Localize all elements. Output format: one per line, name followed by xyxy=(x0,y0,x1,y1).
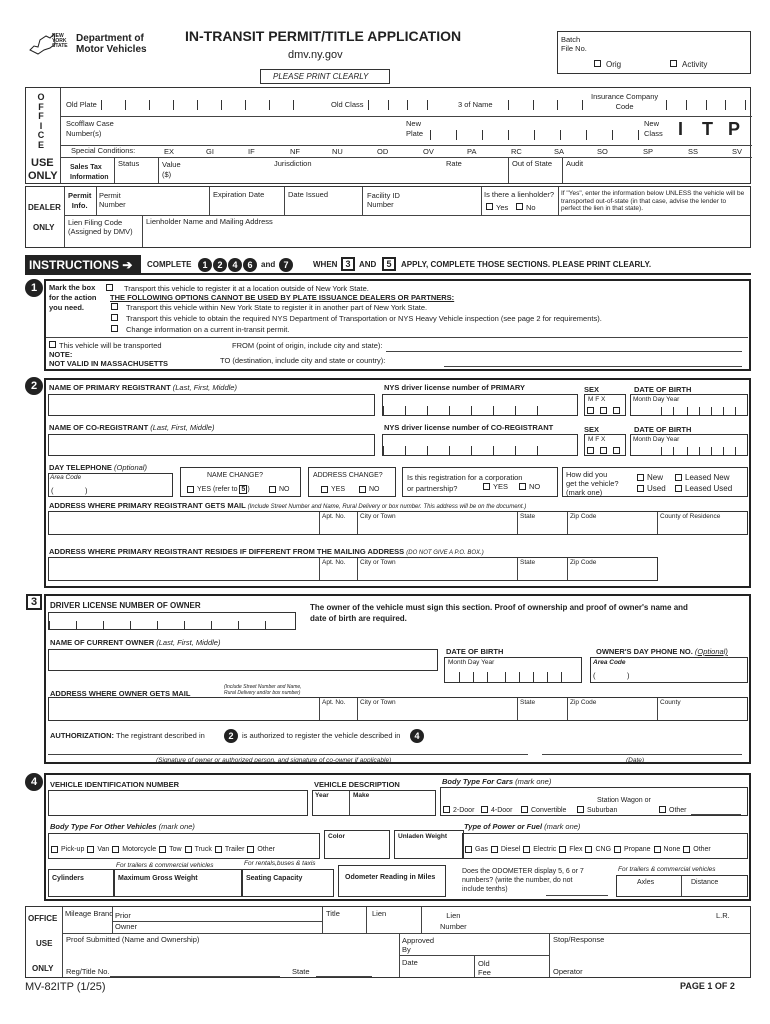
tow-checkbox[interactable] xyxy=(159,846,166,853)
convertible-checkbox[interactable] xyxy=(521,806,528,813)
max-weight-field[interactable]: Maximum Gross Weight xyxy=(114,869,242,897)
odometer-question: Does the ODOMETER display 5, 6 or 7 numbers? (write the number, do not include tenths) xyxy=(462,868,584,893)
itp-p: P xyxy=(728,119,741,139)
co-sex-f-checkbox[interactable] xyxy=(600,447,607,454)
addr-change-no-checkbox[interactable] xyxy=(359,486,366,493)
out-state-label: Out of State xyxy=(512,159,553,168)
got-used-label: Used xyxy=(647,484,666,493)
leased-new-checkbox[interactable] xyxy=(675,474,682,481)
batch-box xyxy=(557,31,751,74)
co-sex-m-checkbox[interactable] xyxy=(587,447,594,454)
page-title: IN-TRANSIT PERMIT/TITLE APPLICATION xyxy=(185,28,462,44)
option3-label: Transport this vehicle to obtain the required NYS Department of Transportation or NYS Heavy Vehicle inspection (see page 2 for requirements). xyxy=(126,314,602,323)
co-name-field[interactable] xyxy=(48,434,375,456)
instr-and: and xyxy=(261,260,276,269)
cur-owner-field[interactable] xyxy=(48,649,438,671)
none-checkbox[interactable] xyxy=(654,846,661,853)
seating-field[interactable]: Seating Capacity xyxy=(242,869,334,897)
option4-checkbox[interactable] xyxy=(111,325,118,332)
year-label: Year xyxy=(315,792,329,799)
cond-nu: NU xyxy=(332,147,343,156)
got-new-label: New xyxy=(647,473,664,482)
office-vertical: O F F I C E xyxy=(37,92,45,150)
lien-no-label: No xyxy=(526,203,536,212)
suburban-label: Suburban xyxy=(587,807,618,814)
vin-label: VEHICLE IDENTIFICATION NUMBER xyxy=(50,780,180,789)
instr-complete: COMPLETE xyxy=(147,260,192,269)
audit-label: Audit xyxy=(566,159,584,168)
motorcycle-checkbox[interactable] xyxy=(112,846,119,853)
convertible-label: Convertible xyxy=(531,807,567,814)
section-3-number: 3 xyxy=(26,594,42,610)
instructions-title: INSTRUCTIONS ➔ xyxy=(25,255,141,275)
new-plate-label: New Plate xyxy=(406,119,424,138)
sex-box: M F X xyxy=(584,394,626,416)
fuel-box xyxy=(462,833,748,859)
co-dob-label: DATE OF BIRTH xyxy=(634,425,692,434)
axles-distance-box[interactable]: Axles Distance xyxy=(616,875,748,897)
primary-label: NAME OF PRIMARY REGISTRANT (Last, First, Middle) xyxy=(49,383,237,392)
fuel-options: Gas Diesel Electric Flex CNG Propane None Other xyxy=(465,846,711,853)
two-door-label: 2-Door xyxy=(453,807,475,814)
fuel-other-checkbox[interactable] xyxy=(683,846,690,853)
use-label: USE xyxy=(31,157,54,169)
car-other-label: Other xyxy=(669,807,687,814)
transported-label: This vehicle will be transported xyxy=(59,341,162,350)
auth-text2: is authorized to register the vehicle described in xyxy=(242,731,401,740)
owner-signature-field[interactable] xyxy=(48,754,528,755)
option2-checkbox[interactable] xyxy=(111,303,118,310)
flex-checkbox[interactable] xyxy=(559,846,566,853)
section-2 xyxy=(44,378,751,588)
got-used-checkbox[interactable] xyxy=(637,485,644,492)
title-label: Title xyxy=(326,909,340,918)
mark-box-label: Mark the box for the action you need. xyxy=(49,283,97,312)
date-issued-label: Date Issued xyxy=(288,190,329,199)
instr-circle-2: 2 xyxy=(213,258,227,272)
vin-field[interactable] xyxy=(48,790,308,816)
body-other-label: Body Type For Other Vehicles (mark one) xyxy=(50,822,195,831)
cond-ex: EX xyxy=(164,147,175,156)
for-trailers-label-2: For trailers & commercial vehicles xyxy=(618,866,716,873)
instr-apply: APPLY, COMPLETE THOSE SECTIONS. PLEASE PRINT CLEARLY. xyxy=(401,260,652,269)
office-use-bottom xyxy=(25,906,751,978)
odometer-field[interactable]: Odometer Reading in Miles xyxy=(338,865,446,897)
instr-circle-6: 6 xyxy=(243,258,257,272)
print-clearly-box xyxy=(260,69,390,84)
form-number: MV-82ITP (1/25) xyxy=(25,981,106,993)
status-label: Status xyxy=(118,159,140,168)
operator-label: Operator xyxy=(553,967,583,976)
instr-and2: AND xyxy=(359,260,377,269)
lien-code-label: Lien Filing Code (Assigned by DMV) xyxy=(68,218,133,236)
reg-title-label: Reg/Title No. xyxy=(66,967,110,976)
stop-label: Stop/Response xyxy=(553,935,605,944)
cond-rc: RC xyxy=(511,147,522,156)
body-cars-box xyxy=(440,787,748,816)
addr-owner-label: ADDRESS WHERE OWNER GETS MAIL xyxy=(50,689,191,698)
cond-sa: SA xyxy=(554,147,565,156)
name-change-box: NAME CHANGE? YES (refer to 5 ) NO xyxy=(180,467,301,497)
name-change-no-label: NO xyxy=(279,486,290,493)
propane-checkbox[interactable] xyxy=(614,846,621,853)
for-rentals-label: For rentals,buses & taxis xyxy=(244,860,316,867)
print-clearly: PLEASE PRINT CLEARLY xyxy=(273,72,369,81)
lien-no-checkbox[interactable] xyxy=(516,203,523,210)
body-other-options: Pick-up Van Motorcycle Tow Truck Trailer Other xyxy=(51,846,275,853)
from-field[interactable] xyxy=(386,351,742,352)
old-plate-field[interactable] xyxy=(101,100,321,110)
nys-primary-field[interactable] xyxy=(382,394,578,416)
three-name-label: 3 of Name xyxy=(458,100,493,109)
batch-label: Batch File No. xyxy=(561,35,587,53)
section-3 xyxy=(44,594,751,764)
only-label: ONLY xyxy=(28,170,58,182)
day-tel-field[interactable]: Area Code ( ) xyxy=(48,473,173,497)
corp-yes-label: YES xyxy=(493,482,509,491)
addr-mail-field[interactable]: Apt. No. City or Town State Zip Code County of Residence xyxy=(48,511,748,535)
name-change-no-checkbox[interactable] xyxy=(269,486,276,493)
office-use-top xyxy=(25,87,751,184)
address-change-box: ADDRESS CHANGE? YES NO xyxy=(308,467,396,497)
veh-desc-box[interactable] xyxy=(312,790,436,816)
owner-sign-text: The owner of the vehicle must sign this section. Proof of ownership and proof of owner's name and date of birth are required. xyxy=(310,603,688,623)
cng-checkbox[interactable] xyxy=(585,846,592,853)
corp-yes-checkbox[interactable] xyxy=(483,483,490,490)
ny-state-text: NEW YORK STATE xyxy=(52,33,68,49)
owner-dob-label: DATE OF BIRTH xyxy=(446,647,504,656)
lien-note: If "Yes", enter the information below UNLESS the vehicle will be transported out-of-state (in that case, advise the lender to perfect the lien in that state). xyxy=(561,190,745,212)
station-wagon-label: Station Wagon or xyxy=(597,797,651,804)
co-sex-box: M F X xyxy=(584,434,626,456)
use-bottom-label: USE xyxy=(36,939,53,948)
color-field[interactable]: Color xyxy=(324,830,390,859)
facility-label: Facility ID Number xyxy=(367,191,400,209)
cond-if: IF xyxy=(248,147,255,156)
cylinders-field[interactable]: Cylinders xyxy=(48,869,114,897)
permit-info-label: Permit Info. xyxy=(68,191,92,210)
body-other-box xyxy=(48,833,320,859)
instr-square-3: 3 xyxy=(341,257,355,271)
orig-label: Orig xyxy=(606,60,622,69)
old-class-field[interactable] xyxy=(368,100,428,110)
options-header: THE FOLLOWING OPTIONS CANNOT BE USED BY PLATE ISSUANCE DEALERS OR PARTNERS: xyxy=(110,293,455,302)
co-label: NAME OF CO-REGISTRANT (Last, First, Middle) xyxy=(49,423,215,432)
dob-label: DATE OF BIRTH xyxy=(634,385,692,394)
lien-name-label: Lienholder Name and Mailing Address xyxy=(146,217,273,226)
lien-label: Lien xyxy=(372,909,387,918)
office-bottom-label: OFFICE xyxy=(28,914,58,923)
instr-square-5: 5 xyxy=(382,257,396,271)
instr-when: WHEN xyxy=(313,260,338,269)
website[interactable]: dmv.ny.gov xyxy=(288,49,343,61)
unladen-field[interactable]: Unladen Weight xyxy=(394,830,464,859)
authorization-line: AUTHORIZATION: The registrant described in xyxy=(50,731,205,740)
addr-change-yes-label: YES xyxy=(331,486,346,493)
pickup-checkbox[interactable] xyxy=(51,846,58,853)
addr-res-field[interactable]: Apt. No. City or Town State Zip Code xyxy=(48,557,658,581)
addr-mail-label: ADDRESS WHERE PRIMARY REGISTRANT GETS MAIL (Include Street Number and Name, Rural Delivery or box number. This address will be on the document.) xyxy=(49,501,527,510)
signature-date-field[interactable] xyxy=(542,754,742,755)
sex-f-checkbox[interactable] xyxy=(600,407,607,414)
sex-label: SEX xyxy=(584,385,600,394)
rate-label: Rate xyxy=(446,159,462,168)
lr-label: L.R. xyxy=(716,911,730,920)
cond-nf: NF xyxy=(290,147,300,156)
signature-caption: (Signature of owner or authorized person, and signature of co-owner if applicable) xyxy=(156,757,392,764)
nys-co-field[interactable] xyxy=(382,434,578,456)
section-1 xyxy=(44,279,751,371)
lien-yes-checkbox[interactable] xyxy=(486,203,493,210)
section-4 xyxy=(44,773,751,901)
itp-t: T xyxy=(702,119,713,139)
exp-date-label: Expiration Date xyxy=(213,190,265,199)
state-bottom-label: State xyxy=(292,967,310,976)
cond-ss: SS xyxy=(688,147,699,156)
jurisdiction-label: Jurisdiction xyxy=(274,159,312,168)
sales-tax-label: Sales Tax Information xyxy=(70,164,109,181)
other-veh-checkbox[interactable] xyxy=(247,846,254,853)
date-bottom-label: Date xyxy=(402,958,418,967)
four-door-checkbox[interactable] xyxy=(481,806,488,813)
cond-sv: SV xyxy=(732,147,743,156)
from-label: FROM (point of origin, include city and state): xyxy=(232,341,383,350)
trailer-checkbox[interactable] xyxy=(215,846,222,853)
three-name-field[interactable] xyxy=(508,100,583,110)
day-tel-label: DAY TELEPHONE (Optional) xyxy=(49,463,147,472)
instr-circle-7: 7 xyxy=(279,258,293,272)
two-door-checkbox[interactable] xyxy=(443,806,450,813)
name-change-yes-label: YES (refer to xyxy=(197,486,238,493)
activity-label: Activity xyxy=(682,60,708,69)
dl-owner-field[interactable] xyxy=(48,612,296,630)
itp-i: I xyxy=(678,119,684,139)
dmv-logo xyxy=(28,30,168,60)
only-bottom-label: ONLY xyxy=(32,964,54,973)
addr-owner-field[interactable]: Apt. No. City or Town State Zip Code County xyxy=(48,697,748,721)
dept-line1: Department of xyxy=(76,33,144,44)
addr-change-yes-checkbox[interactable] xyxy=(321,486,328,493)
option2-label: Transport this vehicle within New York State to register it in another part of New York State. xyxy=(126,303,428,312)
section-4-number: 4 xyxy=(25,773,43,791)
cond-ov: OV xyxy=(423,147,434,156)
old-plate-label: Old Plate xyxy=(66,100,97,109)
lien-number-label: Lien Number xyxy=(440,911,467,931)
got-new-checkbox[interactable] xyxy=(637,474,644,481)
not-valid-label: NOT VALID IN MASSACHUSETTS xyxy=(49,359,169,368)
orig-checkbox[interactable] xyxy=(594,60,601,67)
old-fee-label: Old Fee xyxy=(478,959,491,977)
auth-circle-2: 2 xyxy=(224,729,238,743)
dept-line2: Motor Vehicles xyxy=(76,44,147,55)
dealer-only-label: ONLY xyxy=(33,223,55,232)
name-change-yes-checkbox[interactable] xyxy=(187,486,194,493)
power-label: Type of Power or Fuel (mark one) xyxy=(464,822,581,831)
sex-m-checkbox[interactable] xyxy=(587,407,594,414)
cond-gi: GI xyxy=(206,147,214,156)
old-class-label: Old Class xyxy=(331,100,364,109)
body-cars-label: Body Type For Cars (mark one) xyxy=(442,777,552,786)
co-dob-field[interactable]: Month Day Year xyxy=(630,434,748,456)
owner-dob-field[interactable]: Month Day Year xyxy=(444,657,582,683)
permit-number-label: Permit Number xyxy=(99,191,126,209)
mileage-label: Mileage Brand xyxy=(65,909,114,918)
section-2-number: 2 xyxy=(25,377,43,395)
prior-owner-label: Prior Owner xyxy=(115,911,138,931)
to-label: TO (destination, include city and state or country): xyxy=(220,356,386,365)
leased-used-label: Leased Used xyxy=(685,484,733,493)
dealer-label: DEALER xyxy=(28,203,61,212)
dob-field[interactable]: Month Day Year xyxy=(630,394,748,416)
van-checkbox[interactable] xyxy=(87,846,94,853)
lienholder-q: Is there a lienholder? xyxy=(484,190,555,199)
suburban-checkbox[interactable] xyxy=(577,806,584,813)
instr-circle-4: 4 xyxy=(228,258,242,272)
value-label: Value ($) xyxy=(162,160,181,179)
option1-label: Transport this vehicle to register it at a location outside of New York State. xyxy=(124,284,369,293)
activity-checkbox[interactable] xyxy=(670,60,677,67)
proof-label: Proof Submitted (Name and Ownership) xyxy=(66,935,200,944)
sex-x-checkbox[interactable] xyxy=(613,407,620,414)
ins-code-label: Insurance Company Code xyxy=(591,92,659,111)
addr-owner-hint: (Include Street Number and Name, Rural Delivery and/or box number) xyxy=(224,684,302,696)
cond-pa: PA xyxy=(467,147,477,156)
cond-sp: SP xyxy=(643,147,654,156)
option3-checkbox[interactable] xyxy=(111,314,118,321)
owner-phone-field[interactable]: Area Code ( ) xyxy=(590,657,748,683)
corp-box: Is this registration for a corporation or partnership? YES NO xyxy=(402,467,558,497)
cond-so: SO xyxy=(597,147,608,156)
gas-checkbox[interactable] xyxy=(465,846,472,853)
leased-used-checkbox[interactable] xyxy=(675,485,682,492)
for-trailers-label: For trailers & commercial vehicles xyxy=(116,862,214,869)
reg-title-field[interactable] xyxy=(110,976,280,977)
note-label: NOTE: xyxy=(49,350,73,359)
veh-desc-label: VEHICLE DESCRIPTION xyxy=(314,780,400,789)
lien-yes-label: Yes xyxy=(496,203,509,212)
nys-primary-label: NYS driver license number of PRIMARY xyxy=(384,383,526,392)
option4-label: Change information on a current in-transit permit. xyxy=(126,325,290,334)
leased-new-label: Leased New xyxy=(685,473,730,482)
four-door-label: 4-Door xyxy=(491,807,513,814)
cond-od: OD xyxy=(377,147,389,156)
cur-owner-label: NAME OF CURRENT OWNER (Last, First, Middle) xyxy=(50,638,221,647)
diesel-checkbox[interactable] xyxy=(491,846,498,853)
corp-no-label: NO xyxy=(529,482,541,491)
date-caption: (Date) xyxy=(626,757,645,764)
addr-res-label: ADDRESS WHERE PRIMARY REGISTRANT RESIDES IF DIFFERENT FROM THE MAILING ADDRESS (DO NOT GIVE A P.O. BOX.) xyxy=(49,547,484,556)
co-sex-label: SEX xyxy=(584,425,600,434)
option1-checkbox[interactable] xyxy=(106,284,113,291)
dl-owner-label: DRIVER LICENSE NUMBER OF OWNER xyxy=(50,601,201,610)
car-other-checkbox[interactable] xyxy=(659,806,666,813)
dealer-section xyxy=(25,186,751,248)
co-sex-x-checkbox[interactable] xyxy=(613,447,620,454)
new-plate-field[interactable] xyxy=(430,130,640,140)
truck-checkbox[interactable] xyxy=(185,846,192,853)
new-class-label: New Class xyxy=(644,119,663,138)
auth-circle-4: 4 xyxy=(410,729,424,743)
scofflaw-label: Scofflaw Case Number(s) xyxy=(66,119,114,138)
approved-label: Approved By xyxy=(402,936,435,954)
corp-no-checkbox[interactable] xyxy=(519,483,526,490)
ins-code-field[interactable] xyxy=(666,100,746,110)
nys-co-label: NYS driver license number of CO-REGISTRANT xyxy=(384,423,554,432)
addr-change-no-label: NO xyxy=(369,486,380,493)
state-bottom-field[interactable] xyxy=(316,976,372,977)
make-label: Make xyxy=(353,792,370,799)
odometer-digits-field[interactable] xyxy=(546,895,608,896)
page-number: PAGE 1 OF 2 xyxy=(680,981,735,991)
to-field[interactable] xyxy=(444,366,742,367)
special-conditions-label: Special Conditions: xyxy=(71,146,136,155)
transported-checkbox[interactable] xyxy=(49,341,56,348)
instr-circle-1: 1 xyxy=(198,258,212,272)
primary-name-field[interactable] xyxy=(48,394,375,416)
electric-checkbox[interactable] xyxy=(523,846,530,853)
how-got-box: How did you get the vehicle? (mark one) New Used Leased New Leased Used xyxy=(562,467,748,497)
owner-phone-label: OWNER'S DAY PHONE NO. (Optional) xyxy=(596,647,728,656)
instructions-bar xyxy=(25,255,751,275)
section-1-number: 1 xyxy=(25,279,43,297)
